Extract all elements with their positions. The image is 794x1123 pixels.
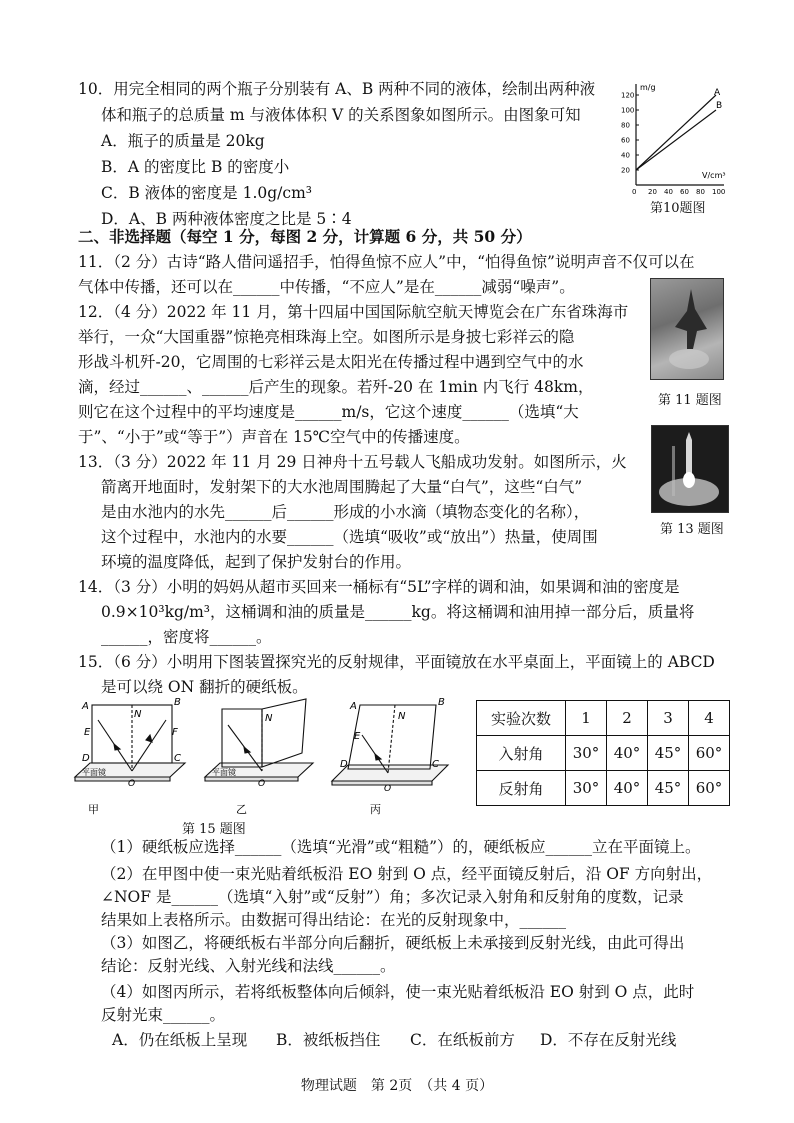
svg-text:N: N [398,711,406,722]
y-axis-label: m/g [640,83,656,92]
label-bing: 丙 [370,803,381,816]
q15-sub2c: 结果如上表格所示。由数据可得出结论：在光的反射现象中，______ [101,911,567,929]
q14-line3: ______，密度将______。 [101,628,272,646]
table-row-incident: 入射角 30° 40° 45° 60° [477,736,730,771]
q12-line3: 形战斗机歼-20，它周围的七彩祥云是太阳光在传播过程中遇到空气中的水 [78,353,584,371]
apparatus-bing [332,705,448,785]
svg-text:D: D [340,759,348,770]
svg-text:A: A [82,701,89,712]
svg-text:C: C [174,753,181,764]
y-tick-label: 80 [621,121,630,130]
q15-line2: 是可以绕 ON 翻折的硬纸板。 [101,678,308,696]
svg-text:F: F [172,727,178,738]
q10-line2: 体和瓶子的总质量 m 与液体体积 V 的关系图象如图所示。由图象可知 [101,106,581,124]
q15-sub3b: 结论：反射光线、入射光线和法线______。 [101,957,396,975]
q14-line2: 0.9×10³kg/m³，这桶调和油的质量是______kg。将这桶调和油用掉一部分后，质量将 [101,603,695,621]
q15-option-a: A．仍在纸板上呈现 [112,1031,248,1049]
q11-line2: 气体中传播，还可以在______中传播，“不应人”是在______减弱“噪声”。 [78,278,575,296]
y-tick-label: 100 [621,106,635,115]
y-tick-label: 40 [621,151,630,160]
series-b-label: B [716,101,723,111]
svg-text:平面镜: 平面镜 [82,768,106,777]
q15-sub4a: （4）如图丙所示，若将纸板整体向后倾斜，使一束光贴着纸板沿 EO 射到 O 点，此时 [101,983,695,1001]
q15-option-d: D．不存在反射光线 [540,1031,677,1049]
series-a-label: A [714,88,721,98]
q10-line1: 10．用完全相同的两个瓶子分别装有 A、B 两种不同的液体，绘制出两种液 [78,80,596,98]
label-jia: 甲 [88,803,99,816]
y-tick-label: 120 [621,91,635,100]
rocket-icon [652,426,728,512]
q15-caption: 第 15 题图 [182,822,246,837]
x-tick-labels [632,188,725,195]
y-tick-label: 20 [621,166,630,175]
label-yi: 乙 [236,803,247,816]
q15-figure [70,695,460,830]
svg-text:O: O [128,779,136,789]
svg-text:C: C [432,759,439,770]
q15-sub1: （1）硬纸板应选择______（选填“光滑”或“粗糙”）的，硬纸板应______立在平面镜上。 [101,838,701,856]
q13-line2: 箭离开地面时，发射架下的大水池周围腾起了大量“白气”，这些“白气” [101,478,583,496]
x-tick-label: 0 [632,188,637,195]
q13-line5: 环境的温度降低，起到了保护发射台的作用。 [101,553,412,571]
section2-heading: 二、非选择题（每空 1 分，每图 2 分，计算题 6 分，共 50 分） [78,227,532,246]
q10-option-b: B．A 的密度比 B 的密度小 [101,158,290,176]
fighter-jet-photo [650,278,724,380]
q15-sub2a: （2）在甲图中使一束光贴着纸板沿 EO 射到 O 点，经平面镜反射后，沿 OF 方向射出， [101,865,713,883]
y-tick-label: 60 [621,136,630,145]
q10-graph [620,80,730,195]
x-tick-label: 80 [696,188,705,195]
q15-option-b: B．被纸板挡住 [276,1031,381,1049]
q10-option-c: C．B 液体的密度是 1.0g/cm³ [101,184,312,202]
x-tick-label: 20 [648,188,657,195]
series-b-line [636,110,716,170]
q12-line2: 举行，一众“大国重器”惊艳亮相珠海上空。如图所示是身披七彩祥云的隐 [78,328,575,346]
svg-text:O: O [258,779,266,789]
q12-line5: 则它在这个过程中的平均速度是______m/s，它这个速度______（选填“大 [78,403,579,421]
q15-sub2b: ∠NOF 是______（选填“入射”或“反射”）角；多次记录入射角和反射角的度数，记录 [101,888,684,906]
q12-line6: 于”、“小于”或“等于”）声音在 15℃空气中的传播速度。 [78,428,470,446]
q15-sub3a: （3）如图乙，将硬纸板右半部分向后翻折，硬纸板上未承接到反射光线，由此可得出 [101,934,685,952]
svg-text:平面镜: 平面镜 [212,768,236,777]
q11-caption: 第 11 题图 [658,393,722,408]
x-axis-label: V/cm³ [702,171,726,180]
q10-option-a: A．瓶子的质量是 20kg [101,132,265,150]
q15-sub4b: 反射光束______。 [101,1006,226,1024]
svg-text:O: O [384,784,392,794]
q12-line1: 12．（4 分）2022 年 11 月，第十四届中国国际航空航天博览会在广东省珠海市 [78,303,629,321]
rocket-launch-photo [651,425,729,513]
x-tick-label: 40 [664,188,673,195]
x-tick-label: 100 [712,188,726,195]
q10-caption: 第10题图 [650,201,706,216]
svg-text:N: N [134,709,142,720]
q15-option-c: C．在纸板前方 [410,1031,515,1049]
q13-line4: 这个过程中，水池内的水要______（选填“吸收”或“放出”）热量，使周围 [101,528,598,546]
q11-line1: 11．（2 分）古诗“路人借问遥招手，怕得鱼惊不应人”中，“怕得鱼惊”说明声音不仅可以在 [78,253,695,271]
series-a-line [636,95,716,170]
svg-text:B: B [174,697,181,708]
svg-text:A: A [350,701,357,712]
svg-text:E: E [84,727,91,738]
q12-line4: 滴，经过______、______后产生的现象。若歼-20 在 1min 内飞行 48km， [78,378,594,396]
jet-icon [651,279,723,379]
svg-text:N: N [265,713,273,724]
q13-line1: 13．（3 分）2022 年 11 月 29 日神舟十五号载人飞船成功发射。如图所示，火 [78,453,627,471]
q15-line1: 15．（6 分）小明用下图装置探究光的反射规律，平面镜放在水平桌面上，平面镜上的 ABCD [78,653,715,671]
svg-text:D: D [82,753,90,764]
svg-text:B: B [438,697,445,708]
q10-option-d: D．A、B 两种液体密度之比是 5∶4 [101,210,352,228]
page-footer: 物理试题 第 2页 （共 4 页） [300,1078,494,1094]
x-tick-label: 60 [680,188,689,195]
table-row-reflect: 反射角 30° 40° 45° 60° [477,771,730,806]
svg-text:E: E [354,731,361,742]
q13-line3: 是由水池内的水先______后______形成的小水滴（填物态变化的名称）， [101,503,590,521]
table-header-row: 实验次数 1 2 3 4 [477,701,730,736]
q13-caption: 第 13 题图 [660,522,724,537]
q14-line1: 14．（3 分）小明的妈妈从超市买回来一桶标有“5L”字样的调和油，如果调和油的密度是 [78,578,680,596]
q15-data-table [476,700,730,806]
